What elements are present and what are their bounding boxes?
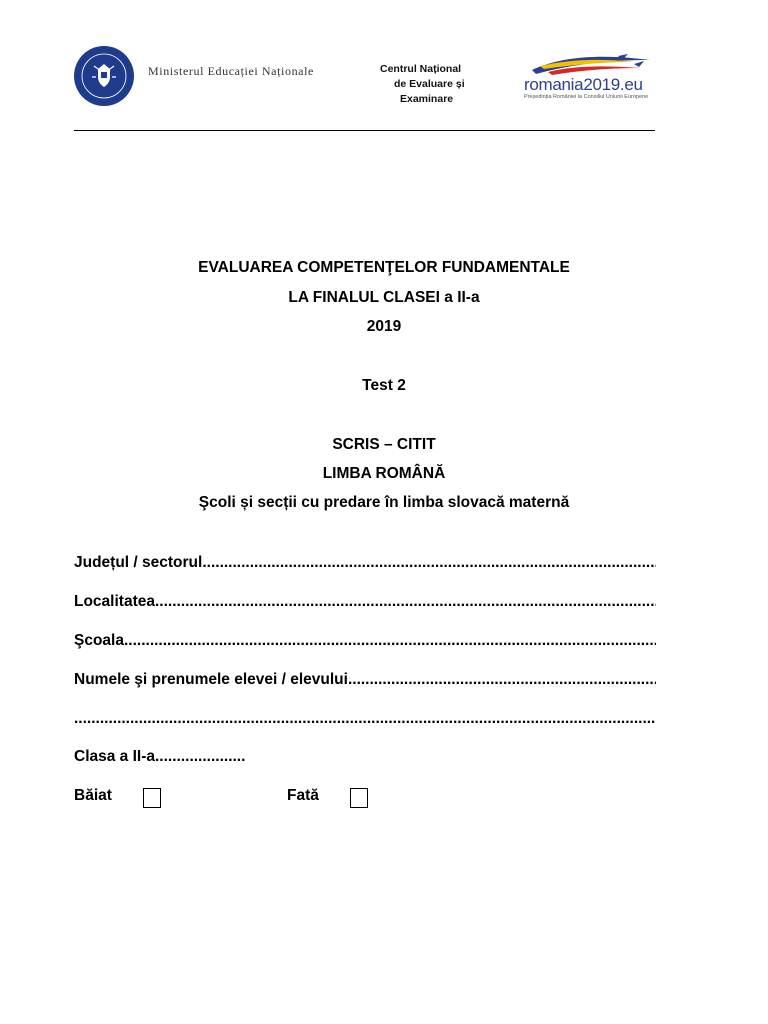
romania-logo-text: romania2019.eu xyxy=(524,75,643,94)
boy-label: Băiat xyxy=(74,787,112,804)
ministry-name-text: Ministerul Educației Naționale xyxy=(148,64,314,78)
exam-year: 2019 xyxy=(366,318,402,335)
county-field[interactable] xyxy=(74,554,656,576)
class-field[interactable]: Clasa a II-a..................... xyxy=(74,748,246,765)
county-label: Județul / sectorul xyxy=(74,554,203,571)
exam-title-line-2: LA FINALUL CLASEI a II-a xyxy=(288,289,480,306)
page-header xyxy=(0,0,768,135)
cnee-logo-text xyxy=(380,62,484,107)
header-divider xyxy=(74,130,655,131)
romania-logo-subtext: Președinția României la Consiliul Uniunii Europene xyxy=(524,94,649,100)
locality-fill-line[interactable] xyxy=(155,593,656,611)
ministry-name xyxy=(148,64,314,79)
cnee-line: Examinare xyxy=(400,93,454,105)
school-fill-line[interactable] xyxy=(124,632,656,650)
student-name-fill-line[interactable] xyxy=(348,671,656,689)
boy-checkbox[interactable] xyxy=(143,788,161,808)
test-number: Test 2 xyxy=(362,377,406,394)
girl-checkbox[interactable] xyxy=(350,788,368,808)
romania-2019-logo xyxy=(522,52,656,104)
section-title: SCRIS – CITIT xyxy=(332,436,436,453)
school-label: Şcoala xyxy=(74,632,124,649)
girl-label: Fată xyxy=(287,787,319,804)
cnee-line: de Evaluare și xyxy=(394,78,465,90)
schools-subtitle: Şcoli și secții cu predare în limba slovacă maternă xyxy=(198,494,570,511)
locality-label: Localitatea xyxy=(74,593,155,610)
county-fill-line[interactable] xyxy=(202,554,656,572)
school-field[interactable] xyxy=(74,632,656,654)
student-name-label: Numele şi prenumele elevei / elevului xyxy=(74,671,348,688)
student-name-continuation-field[interactable] xyxy=(74,710,656,732)
government-seal-logo xyxy=(72,44,136,108)
exam-title-line-1: EVALUAREA COMPETENŢELOR FUNDAMENTALE xyxy=(198,259,570,276)
cnee-line: Centrul Național xyxy=(380,63,462,75)
student-name-continuation-line[interactable] xyxy=(74,710,656,728)
subject-title: LIMBA ROMÂNĂ xyxy=(322,465,446,482)
locality-field[interactable] xyxy=(74,593,656,615)
student-name-field[interactable] xyxy=(74,671,656,693)
